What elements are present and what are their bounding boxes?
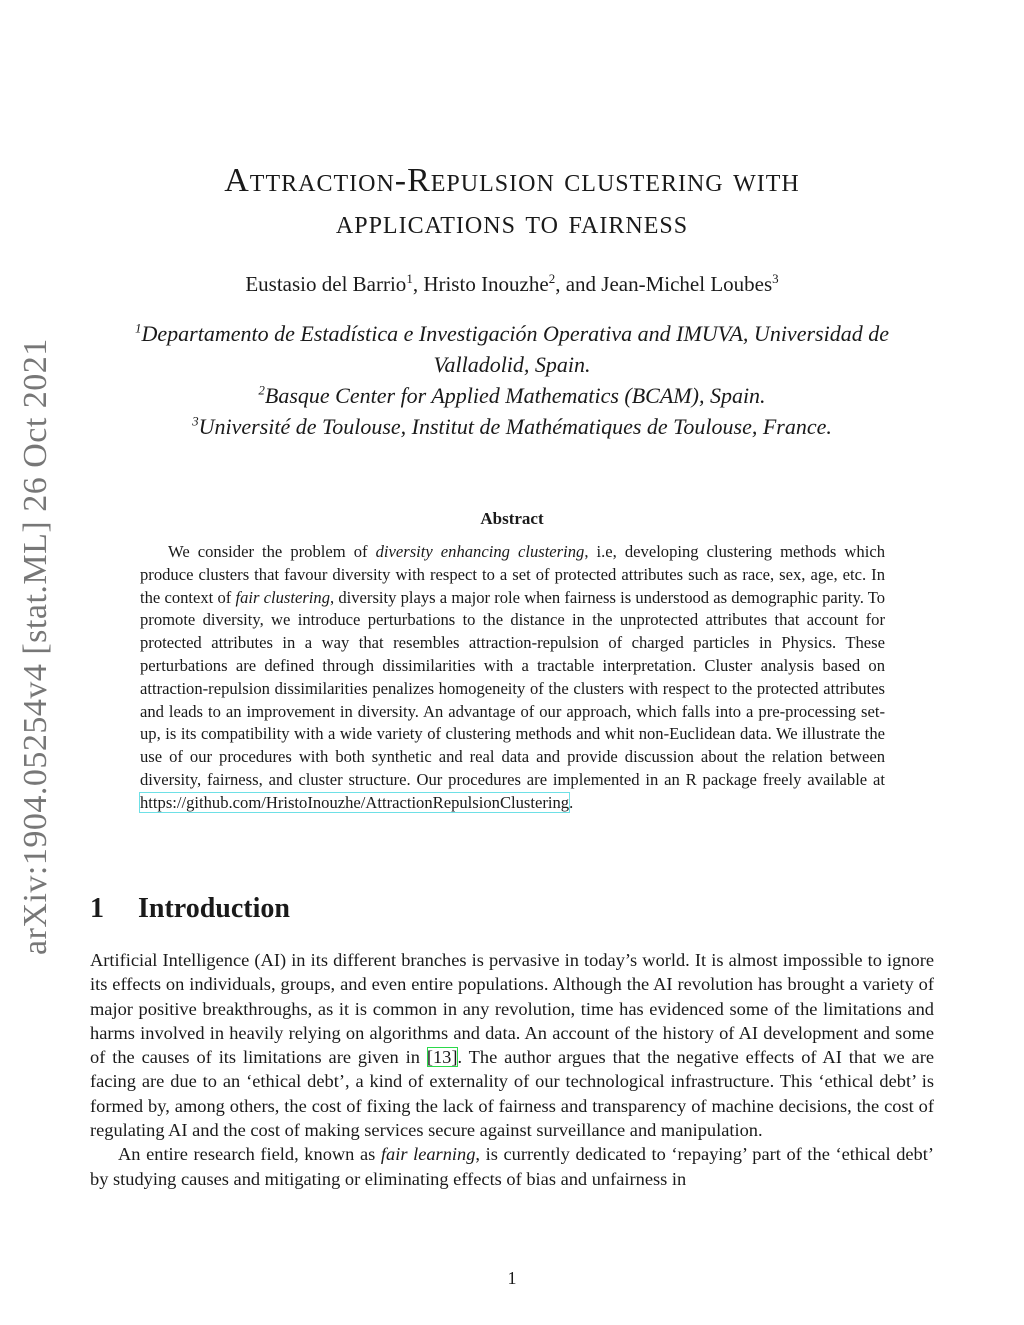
affiliation [90,411,934,442]
section-heading [90,893,290,925]
citation-link[interactable]: [13] [426,1047,458,1068]
page-number: 1 [507,1268,517,1288]
paragraph-segment: . The author argues that the negative effects of AI that we are facing are due to an ‘ethical debt’, a kind of externality of our technological infrastructure. This ‘ethical debt’ is formed by, among others, the cost of fixing the lack of fairness and transparency of machine decisions, the cost of regulating AI and the cost of making services secure against surveillance and manipulation. [90,1047,934,1141]
paragraph-emphasis: fair learning [380,1144,476,1165]
affiliation-text: Departamento de Estadística e Investigación Operativa and IMUVA, Universidad de Valladolid, Spain. [141,321,889,377]
affiliation-mark: 1 [135,320,142,336]
abstract-segment: , i.e, developing clustering methods which produce clusters that favour diversity with respect to a set of protected attributes such as race, sex, age, etc. In the context of [140,542,885,607]
section-number: 1 [90,893,104,924]
author-name: Jean-Michel Loubes [601,272,773,296]
abstract-text [140,541,885,815]
affiliation-text: Basque Center for Applied Mathematics (BCAM), Spain. [264,383,766,408]
section-title: Introduction [138,893,290,924]
github-link[interactable]: https://github.com/HristoInouzhe/AttractionRepulsionClustering [140,792,570,812]
affiliation-text: Université de Toulouse, Institut de Mathématiques de Toulouse, France. [198,414,832,439]
author-affil-mark: 1 [406,271,413,286]
affiliation-mark: 3 [192,413,199,429]
paragraph-segment: An entire research field, known as [118,1144,381,1165]
abstract-heading: Abstract [480,509,544,528]
affiliation [90,380,934,411]
affiliation [90,318,934,380]
abstract-segment: We consider the problem of [168,542,376,561]
author-affil-mark: 2 [548,271,556,286]
author-separator: , and [555,272,602,296]
abstract-segment: , diversity plays a major role when fairness is understood as demographic parity. To promote diversity, we introduce perturbations to the distance in the unprotected attributes that account for protected attributes in a way that resembles attraction-repulsion of charged particles in Physics. These perturbations are defined through dissimilarities with a tractable interpretation. Cluster analysis based on attraction-repulsion dissimilarities penalizes homogeneity of the clusters with respect to the protected attributes and leads to an improvement in diversity. An advantage of our approach, which falls into a pre-processing set-up, is its compatibility with a wide variety of clustering methods and whit non-Euclidean data. We illustrate the use of our procedures with both synthetic and real data and provide discussion about the relation between diversity, fairness, and cluster structure. Our procedures are implemented in an R package freely available at [140,587,886,789]
paragraph [90,948,934,1142]
abstract-emphasis: fair clustering [235,587,331,607]
affiliation-mark: 2 [258,382,265,398]
affiliation-list [90,318,934,442]
author-name: Hristo Inouzhe [423,272,549,296]
abstract-emphasis: diversity enhancing clustering [375,542,585,561]
author-separator: , [412,272,424,296]
title-line-1: Attraction-Repulsion clustering with [224,162,800,199]
abstract-segment: . [569,792,574,812]
introduction-body [90,948,934,1191]
title-line-2: applications to fairness [335,204,689,241]
arxiv-identifier: arXiv:1904.05254v4 [stat.ML] 26 Oct 2021 [17,338,54,955]
paragraph [90,1142,934,1191]
author-affil-mark: 3 [772,271,779,286]
author-list [90,270,934,298]
paragraph-segment: , is currently dedicated to ‘repaying’ part of the ‘ethical debt’ by studying causes and mitigating or eliminating effects of bias and unfairness in [90,1144,934,1189]
paragraph-segment: Artificial Intelligence (AI) in its different branches is pervasive in today’s world. It is almost impossible to ignore its effects on individuals, groups, and even entire populations. Although the AI revolution has brought a variety of major positive breakthroughs, as it is common in any revolution, time has evidenced some of the limitations and harms involved in heavily relying on algorithms and data. An account of the history of AI development and some of the causes of its limitations are given in [90,950,934,1068]
author-name: Eustasio del Barrio [245,272,407,296]
paper-title [90,160,934,244]
